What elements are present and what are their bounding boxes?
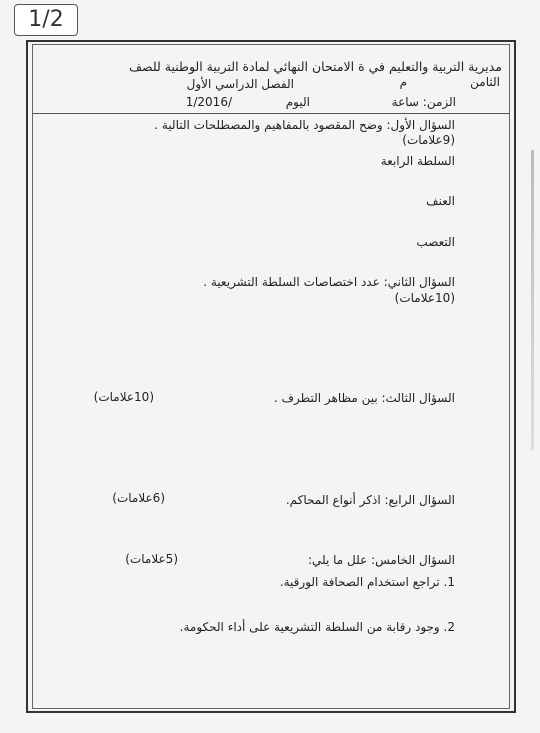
q4-marks: (6علامات): [112, 491, 165, 505]
page-number-badge: 1/2: [14, 4, 78, 36]
q3-marks: (10علامات): [93, 390, 154, 404]
header-m: م: [399, 75, 407, 89]
exam-date: 1/2016/: [185, 95, 232, 109]
header-grade: الثامن: [470, 75, 500, 89]
q3-title: السؤال الثالث: بين مظاهر التطرف .: [273, 391, 455, 405]
time-label: الزمن: ساعة: [391, 95, 456, 109]
q2-title: السؤال الثاني: عدد اختصاصات السلطة التشريعية .: [203, 275, 455, 289]
header-term: الفصل الدراسي الأول: [186, 77, 294, 91]
q5-item-2: 2. وجود رقابة من السلطة التشريعية على أداء الحكومة.: [179, 620, 455, 634]
q5-title: السؤال الخامس: علل ما يلي:: [307, 553, 455, 567]
header-separator: [33, 113, 509, 114]
q1-term-3: التعصب: [416, 235, 455, 249]
day-label: اليوم: [285, 95, 310, 109]
q1-title: السؤال الأول: وضح المقصود بالمفاهيم والمصطلحات التالية .: [154, 118, 455, 132]
q1-term-2: العنف: [426, 194, 455, 208]
q5-item-1: 1. تراجع استخدام الصحافة الورقية.: [279, 575, 455, 589]
scan-mark: [531, 150, 534, 450]
q4-title: السؤال الرابع: اذكر أنواع المحاكم.: [285, 493, 455, 507]
header-line-1: مديرية التربية والتعليم في ة الامتحان النهائي لمادة التربية الوطنية للصف: [129, 59, 502, 74]
q2-marks: (10علامات): [394, 291, 455, 305]
q1-marks: (9علامات): [402, 133, 455, 147]
q5-marks: (5علامات): [125, 552, 178, 566]
q1-term-1: السلطة الرابعة: [380, 154, 455, 168]
